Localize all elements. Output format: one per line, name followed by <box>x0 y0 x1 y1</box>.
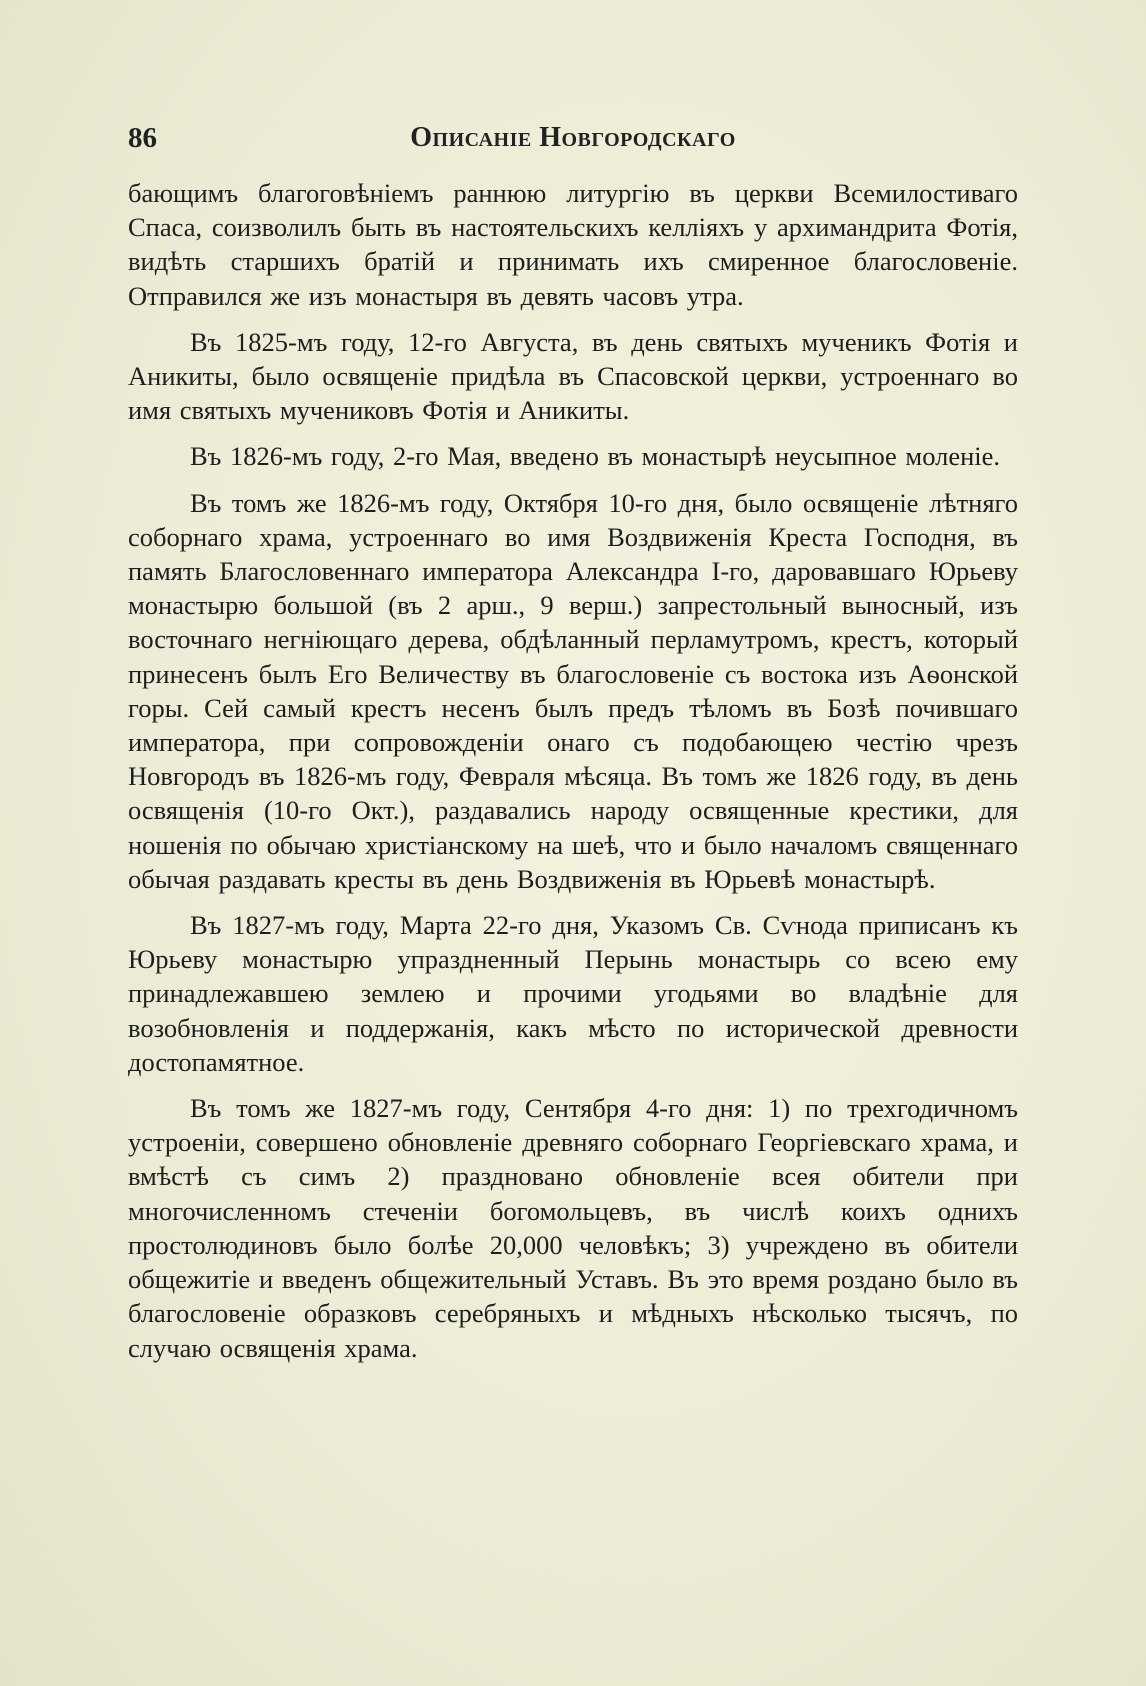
page-number: 86 <box>128 122 157 154</box>
paragraph-1826-october: Въ томъ же 1826-мъ году, Октября 10-го дня, было освященіе лѣтняго соборнаго храма, устроеннаго во имя Воздвиженія Креста Господня, въ память Благословеннаго императора Александра I-го, даровавшаго Юрьеву монастырю большой (въ 2 арш., 9 верш.) запрестольный выносный, изъ восточнаго негніющаго дерева, обдѣланный перламутромъ, крестъ, который принесенъ былъ Его Величеству въ благословеніе съ востока изъ Аѳонской горы. Сей самый крестъ несенъ былъ предъ тѣломъ въ Бозѣ почившаго императора, при сопровожденіи онаго съ подобающею честію чрезъ Новгородъ въ 1826-мъ году, Февраля мѣсяца. Въ томъ же 1826 году, въ день освященія (10-го Окт.), раздавались народу освященные крестики, для ношенія по обычаю христіанскому на шеѣ, что и было началомъ священнаго обычая раздавать кресты въ день Воздвиженія въ Юрьевѣ монастырѣ. <box>128 487 1018 894</box>
page-header <box>128 118 1018 158</box>
body-text <box>128 176 1018 1377</box>
running-head: Описаніе Новгородскаго <box>410 122 736 153</box>
paragraph-1825: Въ 1825-мъ году, 12-го Августа, въ день святыхъ мученикъ Фотія и Аникиты, было освященіе придѣла въ Спасовской церкви, устроеннаго во имя святыхъ мучениковъ Фотія и Аникиты. <box>128 326 1018 426</box>
paragraph-1827-march: Въ 1827-мъ году, Марта 22-го дня, Указомъ Св. Сѵнода приписанъ къ Юрьеву монастырю упраздненный Перынь монастырь со всею ему принадлежавшею землею и прочими угодьями во владѣніе для возобновленія и поддержанія, какъ мѣсто по исторической древности достопамятное. <box>128 910 1018 1077</box>
paragraph-1826-may: Въ 1826-мъ году, 2-го Мая, введено въ монастырѣ неусыпное моленіе. <box>190 441 1001 472</box>
paragraph-continuation: бающимъ благоговѣніемъ раннюю литургію въ церкви Всемилостиваго Спаса, соизволилъ быть въ настоятельскихъ келліяхъ у архимандрита Фотія, видѣть старшихъ братій и принимать ихъ смиренное благословеніе. Отправился же изъ монастыря въ девять часовъ утра. <box>128 178 1018 311</box>
paragraph-1827-september: Въ томъ же 1827-мъ году, Сентября 4-го дня: 1) по трехгодичномъ устроеніи, совершено обновленіе древняго соборнаго Георгіевскаго храма, и вмѣстѣ съ симъ 2) праздновано обновленіе всея обители при многочисленномъ стеченіи богомольцевъ, въ числѣ коихъ однихъ простолюдиновъ было болѣе 20,000 человѣкъ; 3) учреждено въ обители общежитіе и введенъ общежительный Уставъ. Въ это время роздано было въ благословеніе образковъ серебряныхъ и мѣдныхъ нѣсколько тысячъ, по случаю освященія храма. <box>128 1093 1018 1363</box>
